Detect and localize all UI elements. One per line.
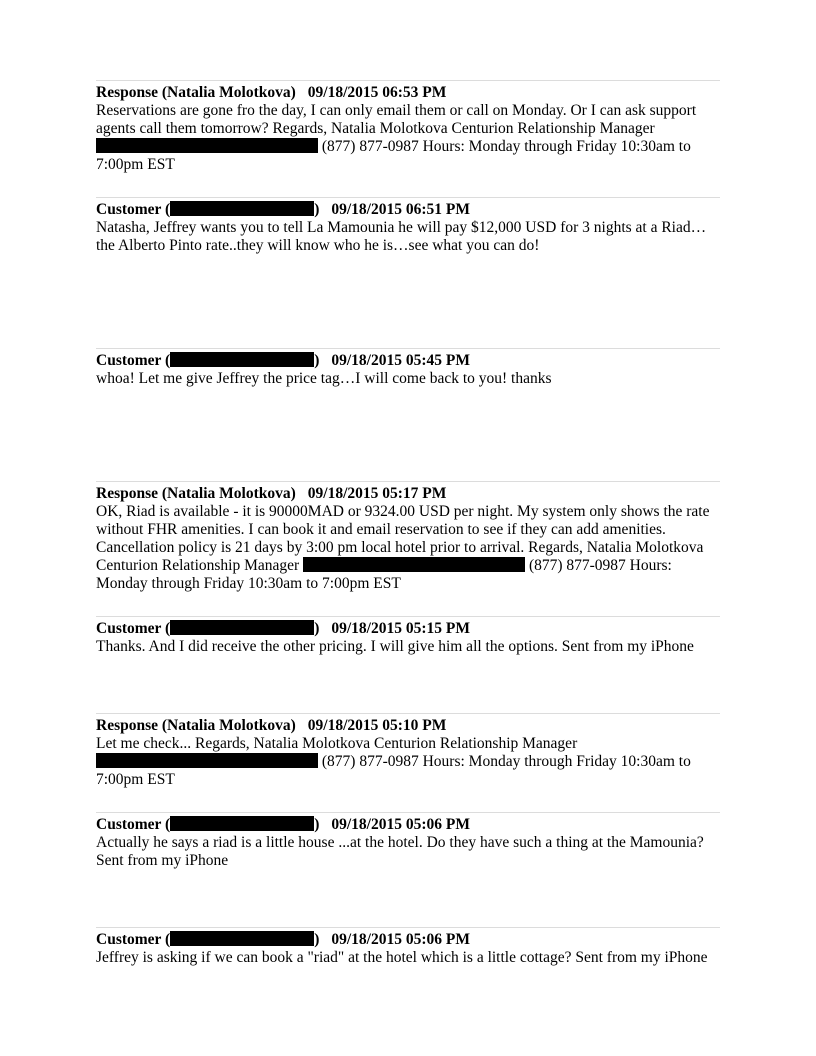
message-author: (Natalia Molotkova) (161, 84, 296, 101)
message-role-close: ) (314, 620, 320, 637)
message-text: Jeffrey is asking if we can book a "riad" at the hotel which is a little cottage? Sent from my iPhone (96, 949, 708, 966)
redaction-block (170, 931, 314, 946)
message-entry (96, 197, 720, 255)
redaction-block (96, 138, 318, 153)
message-text: (877) 877-0987 Hours: Monday through Friday 10:30am to 7:00pm EST (96, 557, 672, 592)
message-role-close: ) (314, 931, 320, 948)
message-header (96, 931, 720, 949)
message-text: Thanks. And I did receive the other pricing. I will give him all the options. Sent from my iPhone (96, 638, 694, 655)
message-author: (Natalia Molotkova) (161, 485, 296, 502)
message-timestamp: 09/18/2015 05:06 PM (331, 931, 470, 948)
message-role-close: ) (314, 201, 320, 218)
message-author: (Natalia Molotkova) (161, 717, 296, 734)
message-header (96, 717, 720, 735)
message-entry (96, 616, 720, 656)
message-timestamp: 09/18/2015 05:15 PM (331, 620, 470, 637)
message-body (96, 638, 720, 656)
message-header (96, 620, 720, 638)
message-entry (96, 812, 720, 870)
message-role: Customer ( (96, 352, 171, 369)
message-entry (96, 348, 720, 388)
message-entry (96, 713, 720, 789)
message-role: Customer ( (96, 816, 171, 833)
message-timestamp: 09/18/2015 05:45 PM (331, 352, 470, 369)
message-entry (96, 80, 720, 174)
message-timestamp: 09/18/2015 06:53 PM (307, 84, 447, 101)
message-role: Response (96, 485, 159, 502)
message-body (96, 219, 720, 255)
message-text: Natasha, Jeffrey wants you to tell La Mamounia he will pay $12,000 USD for 3 nights at a Riad…the Alberto Pinto rate..they will know who he is…see what you can do! (96, 219, 707, 254)
message-text: Actually he says a riad is a little house ...at the hotel. Do they have such a thing at the Mamounia? Sent from my iPhone (96, 834, 704, 869)
redaction-block (170, 352, 314, 367)
message-header (96, 485, 720, 503)
message-header (96, 816, 720, 834)
message-role-close: ) (314, 816, 320, 833)
message-text: whoa! Let me give Jeffrey the price tag…I will come back to you! thanks (96, 370, 552, 387)
message-role: Response (96, 84, 159, 101)
message-text: (877) 877-0987 Hours: Monday through Friday 10:30am to 7:00pm EST (96, 753, 691, 788)
message-timestamp: 09/18/2015 05:17 PM (307, 485, 447, 502)
redaction-block (170, 201, 314, 216)
redaction-block (170, 620, 314, 635)
message-timestamp: 09/18/2015 05:06 PM (331, 816, 470, 833)
message-body (96, 834, 720, 870)
message-header (96, 84, 720, 102)
message-text: (877) 877-0987 Hours: Monday through Friday 10:30am to 7:00pm EST (96, 138, 691, 173)
redaction-block (303, 557, 525, 572)
redaction-block (96, 753, 318, 768)
message-timestamp: 09/18/2015 06:51 PM (331, 201, 470, 218)
message-entry (96, 927, 720, 967)
message-text: OK, Riad is available - it is 90000MAD or 9324.00 USD per night. My system only shows the rate without FHR amenities. I can book it and email reservation to see if they can add amenities. Cancellation policy is 21 days by 3:00 pm local hotel prior to arrival. Regards, Natalia Molotkova Centurion Relationship Manager (96, 503, 710, 574)
message-body (96, 949, 720, 967)
message-entry (96, 481, 720, 593)
redaction-block (170, 816, 314, 831)
message-timestamp: 09/18/2015 05:10 PM (307, 717, 447, 734)
message-role: Customer ( (96, 931, 171, 948)
message-role: Response (96, 717, 159, 734)
message-text: Reservations are gone fro the day, I can only email them or call on Monday. Or I can ask support agents call them tomorrow? Regards, Natalia Molotkova Centurion Relationship Manager (96, 102, 697, 137)
message-text: Let me check... Regards, Natalia Molotkova Centurion Relationship Manager (96, 735, 578, 752)
message-body (96, 503, 720, 593)
message-body (96, 735, 720, 789)
message-header (96, 201, 720, 219)
message-body (96, 102, 720, 174)
message-header (96, 352, 720, 370)
message-role-close: ) (314, 352, 320, 369)
message-body (96, 370, 720, 388)
message-role: Customer ( (96, 201, 171, 218)
message-role: Customer ( (96, 620, 171, 637)
